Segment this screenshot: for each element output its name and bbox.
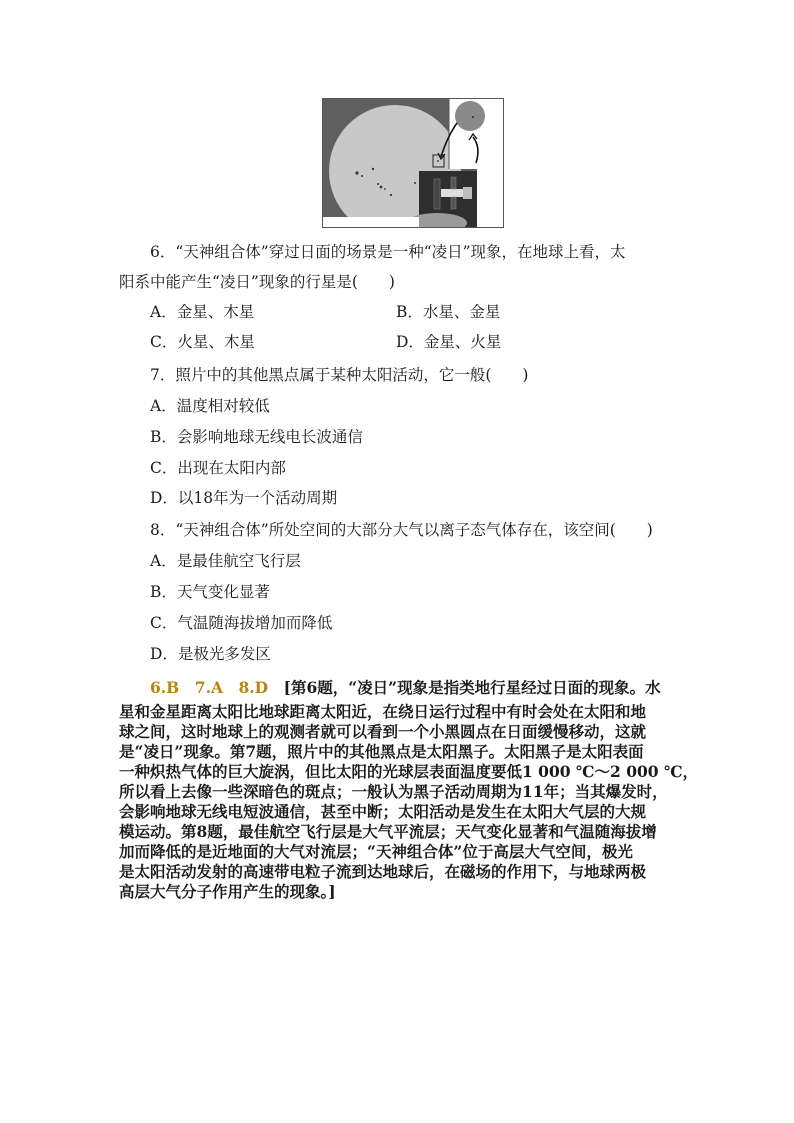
inset-sun-icon (455, 101, 485, 131)
q7-stem: 7．照片中的其他黑点属于某种太阳活动，它一般( ) (150, 366, 529, 384)
answer-line-11: 高层大气分子作用产生的现象。] (119, 882, 336, 901)
answer-key: 6.B 7.A 8.D (150, 678, 269, 697)
q7-option-c: C．出现在太阳内部 (150, 459, 286, 477)
answer-line-8: 模运动。第8题，最佳航空飞行层是大气平流层；天气变化显著和气温随海拔增 (119, 822, 657, 841)
q6-option-c: C．火星、木星 (150, 333, 255, 351)
answer-line-5: 一种炽热气体的巨大旋涡，但比太阳的光球层表面温度要低1 000 ℃～2 000 ℃， (119, 762, 699, 781)
q8-stem: 8．“天神组合体”所处空间的大部分大气以离子态气体存在，该空间( ) (150, 521, 653, 539)
q8-option-d: D．是极光多发区 (150, 645, 271, 663)
answer-first-line-wrap (150, 678, 661, 697)
answer-line-7: 会影响地球无线电短波通信，甚至中断；太阳活动是发生在太阳大气层的大规 (119, 802, 647, 821)
q8-option-a: A．是最佳航空飞行层 (150, 552, 301, 570)
q6-option-d: D．金星、火星 (396, 333, 502, 351)
answer-line-6: 所以看上去像一些深暗色的斑点；一般认为黑子活动周期为11年；当其爆发时， (119, 782, 668, 801)
q6-option-a: A．金星、木星 (150, 303, 255, 321)
answer-line-2: 星和金星距离太阳比地球距离太阳近，在绕日运行过程中有时会处在太阳和地 (119, 702, 647, 721)
q6-option-b: B．水星、金星 (396, 303, 501, 321)
answer-line-4: 是“凌日”现象。第7题，照片中的其他黑点是太阳黑子。太阳黑子是太阳表面 (119, 742, 644, 761)
answer-line-1: [第6题，“凌日”现象是指类地行星经过日面的现象。水 (283, 678, 661, 697)
q7-option-b: B．会影响地球无线电长波通信 (150, 428, 363, 446)
q8-option-c: C．气温随海拔增加而降低 (150, 614, 333, 632)
solar-transit-illustration (323, 99, 503, 227)
q6-stem-line1: 6．“天神组合体”穿过日面的场景是一种“凌日”现象，在地球上看，太 (150, 243, 626, 261)
solar-transit-photo (322, 98, 504, 228)
q7-option-a: A．温度相对较低 (150, 397, 270, 415)
answer-line-10: 是太阳活动发射的高速带电粒子流到达地球后，在磁场的作用下，与地球两极 (119, 862, 647, 881)
answer-explanation (150, 674, 678, 702)
q6-stem-line2: 阳系中能产生“凌日”现象的行星是( ) (119, 273, 395, 291)
q7-option-d: D．以18年为一个活动周期 (150, 489, 338, 507)
answer-line-9: 加而降低的是近地面的大气对流层；“天神组合体”位于高层大气空间，极光 (119, 842, 633, 861)
q8-option-b: B．天气变化显著 (150, 583, 270, 601)
answer-body (119, 702, 699, 902)
answer-line-3: 球之间，这时地球上的观测者就可以看到一个小黑圆点在日面缓慢移动，这就 (119, 722, 647, 741)
